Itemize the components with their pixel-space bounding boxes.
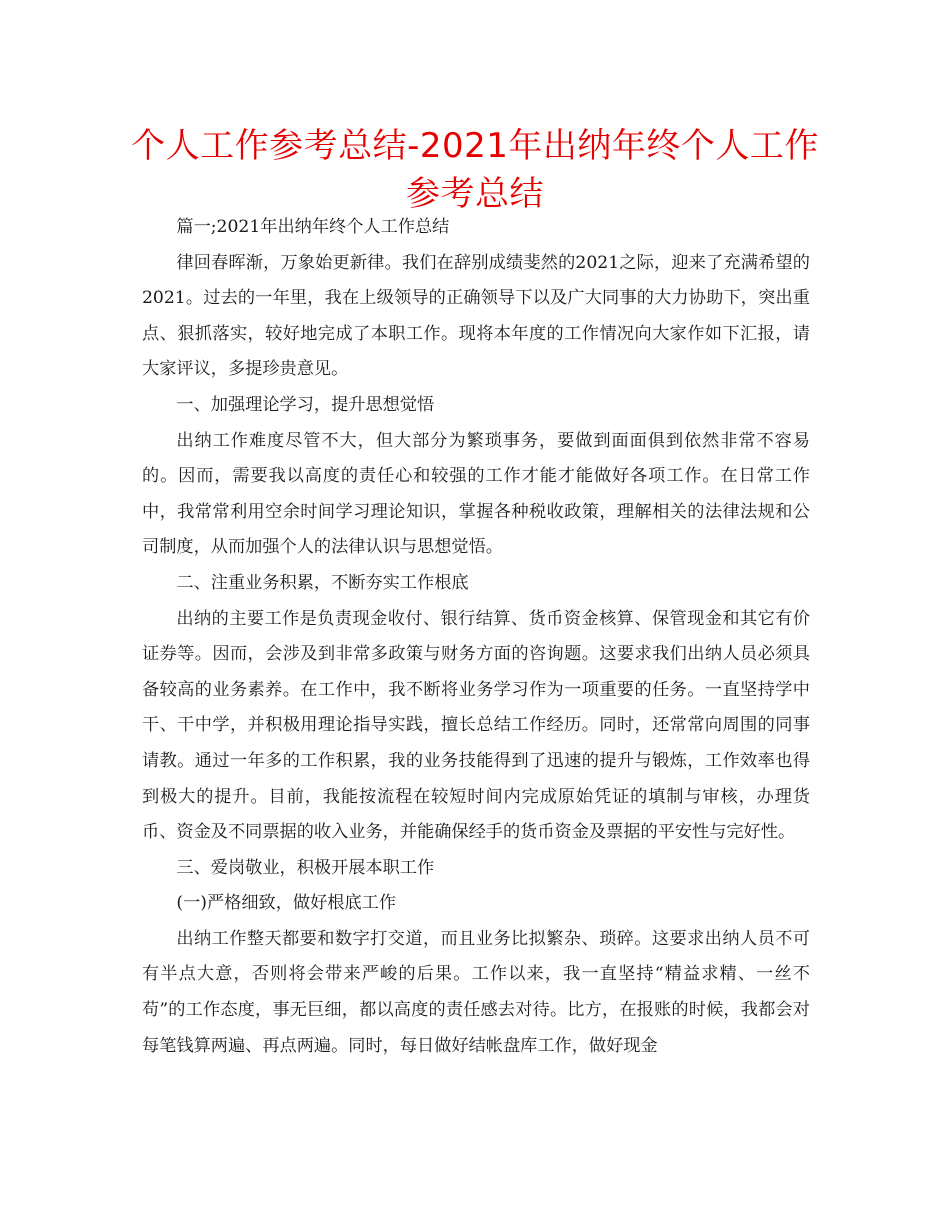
document-title: 个人工作参考总结-2021年出纳年终个人工作参考总结: [131, 126, 819, 214]
paragraph-section-1: 出纳工作难度尽管不大，但大部分为繁琐事务，要做到面面俱到依然非常不容易的。因而，需要我以高度的责任心和较强的工作才能才能做好各项工作。在日常工作中，我常常利用空余时间学习理论知识，掌握各种税收政策，理解相关的法律法规和公司制度，从而加强个人的法律认识与思想觉悟。: [142, 430, 810, 558]
heading-section-3: 三、爱岗敬业，积极开展本职工作: [176, 857, 435, 878]
document-body: [142, 210, 810, 1064]
heading-section-2: 二、注重业务积累，不断夯实工作根底: [176, 572, 469, 593]
paragraph-section-label: 篇一;2021年出纳年终个人工作总结: [176, 217, 450, 237]
paragraph-intro: 律回春晖渐，万象始更新律。我们在辞别成绩斐然的2021之际，迎来了充满希望的2021。过去的一年里，我在上级领导的正确领导下以及广大同事的大力协助下，突出重点、狠抓落实，较好地完成了本职工作。现将本年度的工作情况向大家作如下汇报，请大家评议，多提珍贵意见。: [142, 252, 810, 380]
heading-section-1: 一、加强理论学习，提升思想觉悟: [176, 394, 435, 415]
paragraph-section-2: 出纳的主要工作是负责现金收付、银行结算、货币资金核算、保管现金和其它有价证券等。因而，会涉及到非常多政策与财务方面的咨询题。这要求我们出纳人员必须具备较高的业务素养。在工作中，我不断将业务学习作为一项重要的任务。一直坚持学中干、干中学，并积极用理论指导实践，擅长总结工作经历。同时，还常常向周围的同事请教。通过一年多的工作积累，我的业务技能得到了迅速的提升与锻炼，工作效率也得到极大的提升。目前，我能按流程在较短时间内完成原始凭证的填制与审核，办理货币、资金及不同票据的收入业务，并能确保经手的货币资金及票据的平安性与完好性。: [142, 608, 810, 843]
paragraph-section-3-1: 出纳工作整天都要和数字打交道，而且业务比拟繁杂、琐碎。这要求出纳人员不可有半点大意，否则将会带来严峻的后果。工作以来，我一直坚持“精益求精、一丝不苟”的工作态度，事无巨细，都以高度的责任感去对待。比方，在报账的时候，我都会对每笔钱算两遍、再点两遍。同时，每日做好结帐盘库工作，做好现金: [142, 928, 810, 1056]
subheading-3-1: (一)严格细致，做好根底工作: [176, 893, 397, 914]
